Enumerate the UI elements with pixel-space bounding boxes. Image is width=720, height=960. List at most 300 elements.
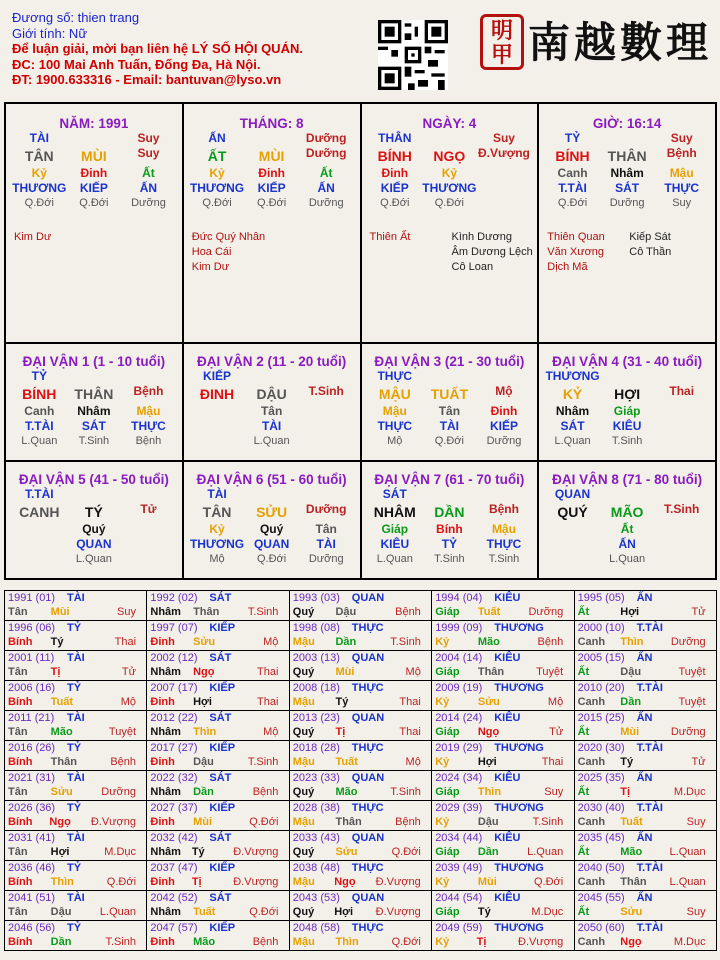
year-cell[interactable] (290, 591, 432, 621)
year-cell[interactable] (432, 621, 574, 651)
year-god: KIẾP (209, 922, 236, 934)
year-cell[interactable] (290, 771, 432, 801)
year-branch: Tý (191, 846, 205, 858)
year-cell[interactable] (147, 801, 289, 831)
year-stem: Bính (8, 636, 33, 648)
year-label: 2000 (10) (577, 622, 625, 634)
star-item: Kiếp Sát (629, 231, 671, 243)
year-phase: Dưỡng (670, 636, 706, 648)
year-stem: Kỷ (435, 696, 450, 708)
hidden-stems (6, 522, 182, 537)
dai-van-1[interactable] (6, 344, 184, 462)
stem-branch-3: T.Sinh (308, 384, 344, 398)
hidden-gods-3 (121, 537, 176, 552)
year-cell[interactable] (290, 861, 432, 891)
year-god: TỶ (67, 622, 82, 634)
year-cell[interactable] (290, 651, 432, 681)
year-god: KIẾP (209, 862, 236, 874)
year-pillar (293, 816, 425, 828)
year-cell[interactable] (575, 921, 717, 951)
growth-phase-2: L.Quan (75, 553, 112, 565)
year-pillar (578, 876, 710, 888)
phone-email-line[interactable]: ĐT: 1900.633316 - Email: bantuvan@lyso.vn (12, 72, 282, 87)
year-pillar (578, 696, 710, 708)
hidden-gods-1 (12, 537, 67, 552)
year-stem: Mậu (292, 636, 315, 648)
year-god: QUAN (351, 652, 385, 664)
hidden-stems (6, 166, 182, 181)
stem-branch-3: Thai (669, 384, 695, 398)
year-phase: Dưỡng (101, 786, 137, 798)
pillar-1[interactable] (6, 104, 184, 344)
year-pillar (578, 756, 710, 768)
year-cell[interactable] (432, 861, 574, 891)
year-cell[interactable] (290, 741, 432, 771)
year-pillar (578, 786, 710, 798)
year-pillar (150, 636, 282, 648)
growth-phase-1: Q.Đới (380, 197, 410, 209)
year-label: 2006 (16) (8, 682, 56, 694)
hidden-stems-1: Canh (557, 166, 588, 180)
year-cell[interactable] (575, 651, 717, 681)
year-branch: Dậu (335, 606, 357, 618)
year-pillar (435, 756, 567, 768)
hidden-gods (539, 537, 715, 552)
year-branch: Hợi (334, 906, 354, 918)
year-label: 2045 (55) (577, 892, 625, 904)
year-phase: Tuyệt (536, 666, 564, 678)
year-god: KIÊU (494, 592, 521, 604)
star-item: Thiên Ất (369, 231, 411, 243)
hidden-gods-3: THỰC (486, 537, 522, 551)
year-god: T.TÀI (636, 682, 663, 694)
year-cell[interactable] (5, 621, 147, 651)
year-label: 2036 (46) (8, 862, 56, 874)
growth-phase-1: Mộ (209, 553, 225, 565)
year-stem: Nhâm (150, 906, 181, 918)
brand-logo: 南越數理 (528, 18, 713, 67)
dai-van-god (362, 487, 538, 502)
year-cell[interactable] (432, 831, 574, 861)
hidden-stems (539, 404, 715, 419)
year-label: 2005 (15) (577, 652, 625, 664)
ten-god (539, 131, 715, 146)
hidden-stems-3: Ất (319, 166, 333, 180)
year-branch: Thân (477, 666, 505, 678)
dai-van-god (539, 487, 715, 502)
year-cell[interactable] (432, 891, 574, 921)
year-god: KIÊU (494, 832, 521, 844)
year-branch: Hợi (477, 756, 497, 768)
dai-van-god (184, 369, 360, 384)
year-cell[interactable] (147, 651, 289, 681)
year-god: SÁT (209, 772, 232, 784)
year-cell[interactable] (290, 801, 432, 831)
year-pillar (293, 666, 425, 678)
address-line: ĐC: 100 Mai Anh Tuấn, Đống Đa, Hà Nội. (12, 56, 261, 72)
year-phase: Suy (686, 906, 706, 918)
hidden-gods-1: THỰC (377, 419, 413, 433)
year-pillar (435, 876, 567, 888)
year-stem: Canh (577, 756, 606, 768)
year-cell[interactable] (432, 711, 574, 741)
growth-phase-3: Dưỡng (308, 553, 344, 565)
year-branch: Sửu (620, 906, 643, 918)
blank (299, 369, 354, 384)
year-god: THỰC (351, 922, 384, 934)
year-cell[interactable] (432, 801, 574, 831)
year-cell[interactable] (147, 921, 289, 951)
year-branch: Tý (477, 906, 491, 918)
year-cell[interactable] (575, 591, 717, 621)
year-cell[interactable] (290, 621, 432, 651)
year-branch: Tị (191, 876, 202, 888)
year-god: THỰC (351, 622, 384, 634)
year-stem: Kỷ (435, 816, 450, 828)
year-phase: Suy (686, 816, 706, 828)
year-god: T.TÀI (636, 802, 663, 814)
blank (477, 369, 532, 384)
growth-phase (6, 434, 182, 448)
year-stem: Ất (577, 906, 590, 918)
year-cell[interactable] (147, 891, 289, 921)
year-stem: Nhâm (150, 786, 181, 798)
ten-god-1: TÀI (29, 131, 49, 145)
pillar-3[interactable] (362, 104, 540, 344)
pillar-4[interactable] (539, 104, 717, 344)
dai-van-title: ĐẠI VẬN 1 (1 - 10 tuổi) (22, 354, 166, 369)
blank (422, 369, 477, 384)
dai-van-5[interactable] (6, 462, 184, 580)
year-stem: Kỷ (435, 936, 450, 948)
year-pillar (150, 606, 282, 618)
year-cell[interactable] (147, 681, 289, 711)
contact-line[interactable]: Để luận giải, mời bạn liên hệ LÝ SỐ HỘI QUÁN. (12, 41, 303, 56)
star-item: Kim Dư (14, 231, 52, 243)
hidden-gods (184, 181, 360, 196)
hidden-gods-2: TỶ (441, 537, 458, 551)
hidden-gods-2: KIẾP (79, 181, 108, 195)
year-pillar (293, 696, 425, 708)
year-god: SÁT (209, 892, 232, 904)
blank (422, 487, 477, 502)
year-cell[interactable] (575, 801, 717, 831)
hidden-stems (184, 166, 360, 181)
year-god: THỰC (351, 742, 384, 754)
year-cell[interactable] (5, 591, 147, 621)
dai-van-god-label: THƯƠNG (545, 369, 600, 383)
year-pillar (578, 636, 710, 648)
growth-phase-3: Suy (672, 197, 692, 209)
dai-van-3[interactable] (362, 344, 540, 462)
growth-phase-3: Dưỡng (308, 197, 344, 209)
hidden-stems-1: Mậu (382, 404, 407, 418)
year-branch: Mão (335, 786, 358, 798)
dai-van-title: ĐẠI VẬN 2 (11 - 20 tuổi) (196, 354, 347, 369)
pillar-title: GIỜ: 16:14 (592, 116, 662, 131)
year-god: THƯƠNG (494, 802, 544, 814)
hidden-stems-2: Kỷ (441, 166, 458, 180)
year-cell[interactable] (575, 681, 717, 711)
stem-branch-3: T.Sinh (664, 502, 700, 516)
year-pillar (150, 876, 282, 888)
hidden-gods (184, 537, 360, 552)
year-pillar (435, 636, 567, 648)
stars-left (547, 230, 604, 275)
growth-phase-2: Q.Đới (434, 435, 464, 447)
year-cell[interactable] (575, 891, 717, 921)
year-pillar (435, 816, 567, 828)
blank (121, 487, 176, 502)
year-pillar (8, 816, 140, 828)
year-stem: Bính (8, 756, 33, 768)
dai-van-2[interactable] (184, 344, 362, 462)
year-cell[interactable] (290, 891, 432, 921)
hidden-gods-2: TÀI (261, 419, 282, 433)
hidden-stems-3: Mậu (669, 166, 694, 180)
year-stem: Quý (292, 666, 315, 678)
year-stem: Đinh (150, 936, 175, 948)
year-cell[interactable] (147, 741, 289, 771)
hidden-gods-3: ẤN (317, 181, 335, 195)
year-stem: Bính (8, 936, 33, 948)
year-cell[interactable] (5, 921, 147, 951)
year-cell[interactable] (147, 621, 289, 651)
year-phase: Q.Đới (249, 906, 279, 918)
year-cell[interactable] (290, 711, 432, 741)
year-label: 2048 (58) (292, 922, 340, 934)
ten-god-1: ẤN (208, 131, 226, 145)
year-god: ẤN (636, 652, 653, 664)
year-cell[interactable] (432, 651, 574, 681)
dai-van-god (6, 369, 182, 384)
gender: Giới tính: Nữ (12, 25, 88, 41)
hidden-gods-2: ẤN (618, 537, 636, 551)
year-cell[interactable] (575, 621, 717, 651)
year-god: KIẾP (209, 802, 236, 814)
ten-god-2 (600, 131, 655, 146)
year-cell[interactable] (290, 921, 432, 951)
dai-van-4[interactable] (539, 344, 717, 462)
hidden-gods-3: KIẾP (489, 419, 518, 433)
stars-left (14, 230, 51, 245)
stars-left (192, 230, 265, 275)
seal-stamp: 明 甲 (480, 14, 524, 70)
star-item: Kình Dương (451, 231, 512, 243)
year-cell[interactable] (432, 591, 574, 621)
hidden-stems-1 (12, 522, 67, 537)
hidden-stems (539, 522, 715, 537)
year-pillar (8, 936, 140, 948)
stem-branch-3: Bệnh (133, 384, 164, 398)
year-cell[interactable] (147, 591, 289, 621)
year-branch: Mùi (477, 876, 497, 888)
year-cell[interactable] (5, 741, 147, 771)
year-cell[interactable] (147, 711, 289, 741)
year-cell[interactable] (432, 681, 574, 711)
hidden-gods (184, 419, 360, 434)
year-phase: M.Dục (104, 846, 137, 858)
year-phase: Tuyệt (678, 696, 706, 708)
growth-phase (539, 434, 715, 448)
hidden-stems-2: Đinh (80, 166, 108, 180)
dai-van-god (6, 487, 182, 502)
hidden-gods-3: THỰC (664, 181, 699, 195)
year-branch: Mão (620, 846, 643, 858)
year-cell[interactable] (575, 861, 717, 891)
ten-god-1: THÂN (378, 131, 412, 145)
year-stem: Đinh (150, 816, 175, 828)
year-cell[interactable] (290, 681, 432, 711)
stem-branch-2: HỢI (614, 386, 641, 402)
qr-code-icon[interactable] (378, 20, 448, 90)
owner-name: Đương số: thien trang (12, 10, 140, 25)
year-pillar (150, 816, 282, 828)
year-pillar (8, 636, 140, 648)
year-cell[interactable] (5, 891, 147, 921)
year-branch: Sửu (193, 636, 216, 648)
year-god: ẤN (636, 712, 653, 724)
hidden-gods-2: KIẾP (257, 181, 286, 195)
hidden-gods-3 (654, 537, 709, 552)
year-pillar (435, 606, 567, 618)
year-phase: Bệnh (395, 816, 421, 828)
year-label: 2032 (42) (150, 832, 198, 844)
hidden-stems-3: Đinh (490, 404, 518, 418)
growth-phase-2: Q.Đới (257, 553, 287, 565)
year-phase: M.Dục (673, 936, 706, 948)
year-pillar (8, 876, 140, 888)
year-branch: Thân (193, 606, 220, 618)
year-branch: Mùi (335, 666, 355, 678)
ten-god-2 (244, 131, 299, 146)
year-cell[interactable] (5, 801, 147, 831)
year-cell[interactable] (5, 831, 147, 861)
year-label: 2010 (20) (577, 682, 625, 694)
growth-phase-3: T.Sinh (488, 553, 520, 565)
growth-phase-2: Q.Đới (257, 197, 287, 209)
year-phase: Đ.Vượng (375, 876, 421, 888)
year-phase: Bệnh (537, 636, 564, 648)
year-label: 2011 (21) (8, 712, 55, 724)
year-cell[interactable] (432, 741, 574, 771)
year-phase: Suy (544, 786, 564, 798)
pillar-2[interactable] (184, 104, 362, 344)
hidden-stems-3: Ất (142, 166, 155, 180)
year-cell[interactable] (575, 711, 717, 741)
hidden-gods-1 (190, 419, 245, 434)
dai-van-8[interactable] (539, 462, 717, 580)
growth-phase (362, 552, 538, 566)
dai-van-6[interactable] (184, 462, 362, 580)
year-phase: Tuyệt (678, 666, 706, 678)
year-pillar (578, 936, 710, 948)
star-item: Kim Dư (191, 261, 230, 273)
year-cell[interactable] (147, 861, 289, 891)
growth-phase (539, 196, 715, 210)
year-branch: Mão (477, 636, 500, 648)
hidden-gods-3: ẤN (139, 181, 158, 195)
star-item: Hoa Cái (191, 246, 232, 258)
year-cell[interactable] (5, 771, 147, 801)
year-branch: Dần (193, 786, 214, 798)
year-cell[interactable] (575, 831, 717, 861)
year-stem: Đinh (150, 636, 175, 648)
year-cell[interactable] (432, 771, 574, 801)
ten-god-2 (422, 131, 477, 146)
blank (600, 487, 655, 502)
year-cell[interactable] (290, 831, 432, 861)
year-label: 2021 (31) (8, 772, 56, 784)
year-phase: Thai (257, 696, 279, 708)
year-cell[interactable] (575, 771, 717, 801)
year-god: ẤN (636, 772, 653, 784)
stars-left (370, 230, 411, 245)
stem-branch (362, 146, 538, 166)
year-pillar (150, 666, 282, 678)
year-cell[interactable] (5, 651, 147, 681)
hidden-stems-3 (299, 404, 354, 419)
year-cell[interactable] (5, 861, 147, 891)
hidden-stems-3: Mậu (491, 522, 516, 536)
year-branch: Tý (50, 636, 64, 648)
year-stem: Nhâm (150, 846, 181, 858)
growth-phase-3 (477, 196, 532, 210)
hidden-stems-2: Nhâm (610, 166, 644, 180)
year-god: QUAN (351, 892, 385, 904)
year-branch: Dậu (477, 816, 499, 828)
year-branch: Ngọ (49, 816, 71, 828)
star-item: Dịch Mã (547, 261, 588, 273)
year-cell[interactable] (147, 771, 289, 801)
hidden-stems-1 (190, 404, 245, 419)
year-god: TỶ (67, 862, 82, 874)
year-branch: Mão (193, 936, 216, 948)
dai-van-god (539, 369, 715, 384)
year-label: 2038 (48) (292, 862, 340, 874)
dai-van-god-label: T.TÀI (24, 487, 54, 501)
stem-branch-3: Tử (140, 502, 157, 516)
hidden-stems (184, 404, 360, 419)
year-cell[interactable] (5, 711, 147, 741)
year-cell[interactable] (432, 921, 574, 951)
year-pillar (150, 846, 282, 858)
year-cell[interactable] (575, 741, 717, 771)
hidden-stems-3 (121, 522, 176, 537)
year-god: THƯƠNG (494, 682, 544, 694)
hidden-stems-2: Giáp (613, 404, 641, 418)
year-branch: Dậu (193, 756, 214, 768)
hidden-gods-1: THƯƠNG (189, 181, 245, 195)
hidden-stems-2: Quý (82, 522, 106, 536)
year-god: KIẾP (209, 622, 236, 634)
stem-branch-2: TUẤT (430, 386, 469, 402)
year-stem: Tân (8, 906, 28, 918)
hidden-gods-2: TÀI (439, 419, 460, 433)
year-pillar (150, 906, 282, 918)
year-branch: Tý (620, 756, 634, 768)
year-stem: Kỷ (435, 756, 450, 768)
growth-phase (184, 552, 360, 566)
blank (600, 369, 655, 384)
dai-van-7[interactable] (362, 462, 540, 580)
year-cell[interactable] (5, 681, 147, 711)
year-label: 2044 (54) (435, 892, 483, 904)
year-label: 2022 (32) (150, 772, 198, 784)
growth-phase-2: T.Sinh (434, 553, 465, 565)
year-branch: Dần (620, 696, 642, 708)
year-cell[interactable] (147, 831, 289, 861)
